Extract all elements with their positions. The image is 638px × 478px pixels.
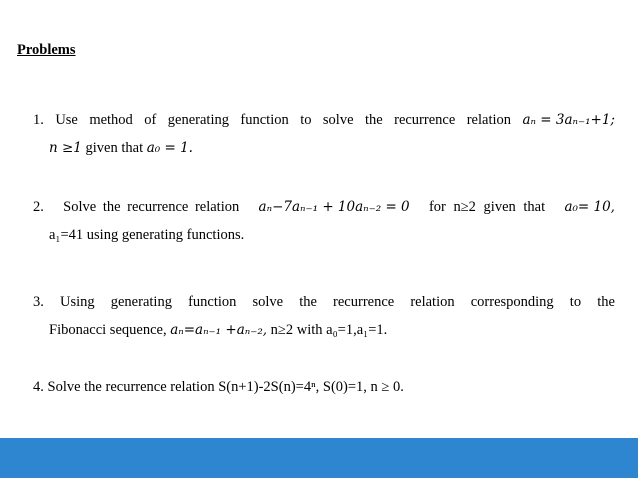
problem-1-line-2 <box>33 134 615 162</box>
problem-number: 4. <box>33 379 44 395</box>
word: of <box>144 112 157 128</box>
problem-1 <box>33 106 615 162</box>
word: generating <box>110 294 172 310</box>
problem-3-line-2 <box>33 316 615 344</box>
word: recurrence <box>394 112 456 128</box>
recurrence-formula: aₙ−7aₙ₋₁ + 10aₙ₋₂ = 0 <box>258 199 410 215</box>
footer-bar <box>0 438 638 478</box>
initial-condition: a₀= 10, <box>564 199 615 215</box>
text: Fibonacci sequence, <box>49 322 167 338</box>
word: to <box>300 112 312 128</box>
word: corresponding <box>470 294 554 310</box>
initial-condition: a₀ = 1. <box>146 140 193 156</box>
word: function <box>240 112 289 128</box>
word: solve <box>322 112 354 128</box>
text: Solve the recurrence relation S(n+1)-2S(n)=4ⁿ, S(0)=1, n ≥ 0. <box>47 379 404 395</box>
word: the <box>364 112 383 128</box>
problem-3-line-1 <box>33 288 615 316</box>
text: a₁=41 using generating functions. <box>49 227 245 243</box>
word: solve <box>252 294 284 310</box>
problem-4-line-1 <box>33 373 615 401</box>
problem-number: 3. <box>33 294 44 310</box>
text: given that <box>85 140 144 156</box>
text: n≥2 with a₀=1,a₁=1. <box>270 322 388 338</box>
word: Use <box>55 112 78 128</box>
problem-3 <box>33 288 615 344</box>
word: the <box>597 294 615 310</box>
recurrence-formula: aₙ = 3aₙ₋₁+1; <box>522 112 615 128</box>
problem-2-line-1 <box>33 193 615 221</box>
word: to <box>569 294 582 310</box>
condition-formula: n ≥1 <box>49 140 82 156</box>
recurrence-formula: aₙ=aₙ₋₁ +aₙ₋₂, <box>170 322 268 338</box>
problem-2-line-2 <box>33 221 615 249</box>
word: the <box>299 294 317 310</box>
word: recurrence <box>333 294 395 310</box>
problem-1-line-1 <box>33 106 615 134</box>
text: Solve the recurrence relation <box>63 199 240 215</box>
text: for n≥2 given that <box>428 199 546 215</box>
problem-number: 2. <box>33 199 44 215</box>
word: generating <box>167 112 229 128</box>
problem-number: 1. <box>33 112 44 128</box>
problem-4 <box>33 373 615 401</box>
page-title: Problems <box>17 42 76 58</box>
word: relation <box>410 294 455 310</box>
problem-2 <box>33 193 615 249</box>
word: method <box>89 112 133 128</box>
word: function <box>188 294 237 310</box>
word: relation <box>466 112 512 128</box>
word: Using <box>59 294 95 310</box>
